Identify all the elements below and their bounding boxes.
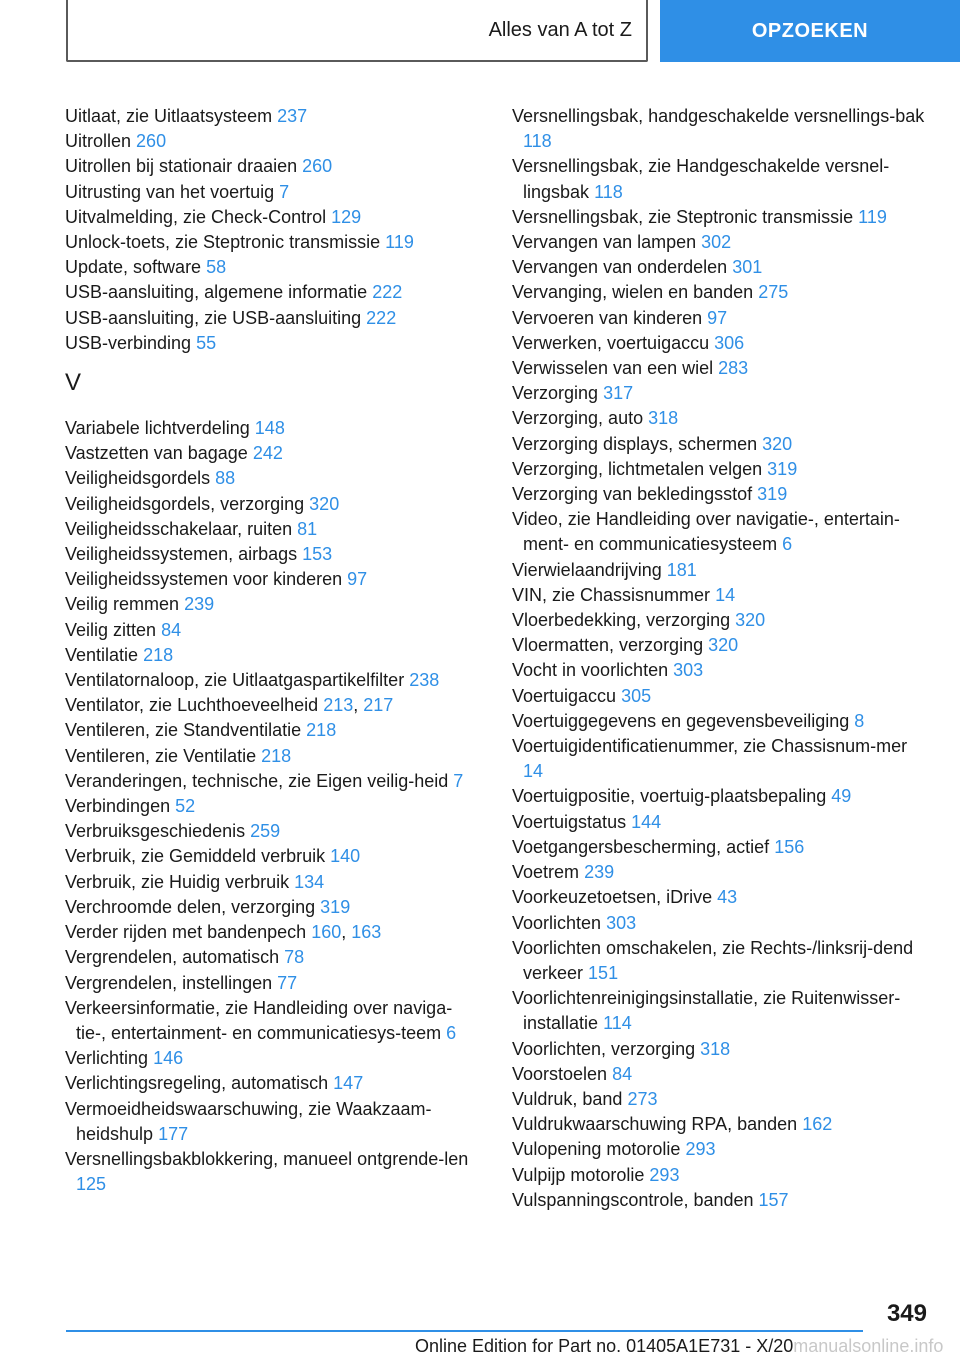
index-term: Verzorging, lichtmetalen velgen <box>512 458 763 479</box>
index-entry <box>65 129 477 154</box>
index-entry <box>65 441 477 466</box>
index-entry <box>512 230 930 255</box>
index-term: Voetgangersbescherming, actief <box>512 836 770 857</box>
page-link[interactable]: 58 <box>206 257 227 278</box>
page-link[interactable]: 320 <box>735 610 766 631</box>
page-link[interactable]: 318 <box>700 1038 731 1059</box>
index-term: Verzorging <box>512 383 599 404</box>
index-entry <box>65 592 477 617</box>
index-entry <box>512 255 930 280</box>
index-entry <box>512 658 930 683</box>
page-link[interactable]: 125 <box>76 1174 107 1195</box>
index-entry <box>512 280 930 305</box>
index-term: Verder rijden met bandenpech <box>65 922 307 943</box>
index-entry <box>65 104 477 129</box>
page-link[interactable]: 320 <box>762 433 793 454</box>
index-entry <box>65 895 477 920</box>
index-term: Voetrem <box>512 862 580 883</box>
page-link[interactable]: 302 <box>701 232 732 253</box>
index-entry <box>65 255 477 280</box>
index-entry <box>65 618 477 643</box>
index-term: Versnellingsbak, zie Steptronic transmissie <box>512 206 854 227</box>
index-entry <box>512 784 930 809</box>
index-term: Vulspanningscontrole, banden <box>512 1189 754 1210</box>
index-term: USB-aansluiting, algemene informatie <box>65 282 368 303</box>
index-term: Voorlichten omschakelen, zie Rechts-/linksrij-dend verkeer <box>512 937 914 983</box>
index-term: Vulpijp motorolie <box>512 1164 645 1185</box>
index-entry <box>512 457 930 482</box>
page-link[interactable]: 222 <box>372 282 403 303</box>
page-link[interactable]: 157 <box>758 1189 789 1210</box>
page-link[interactable]: 260 <box>302 156 333 177</box>
page-link[interactable]: 84 <box>612 1063 633 1084</box>
index-term: Ventilatornaloop, zie Uitlaatgaspartikelfilter <box>65 670 405 691</box>
page-link[interactable]: 293 <box>685 1139 716 1160</box>
page-link[interactable]: 306 <box>714 332 745 353</box>
footer-edition <box>415 1336 943 1357</box>
index-term: Unlock-toets, zie Steptronic transmissie <box>65 232 381 253</box>
index-entry <box>512 104 930 154</box>
page-link[interactable]: 6 <box>782 534 793 555</box>
index-term: Veiligheidsschakelaar, ruiten <box>65 518 293 539</box>
index-term: Voorlichten <box>512 912 602 933</box>
page-link[interactable]: 156 <box>774 836 805 857</box>
index-term: Verbindingen <box>65 796 171 817</box>
page-link[interactable]: 97 <box>707 307 728 328</box>
index-term: Vervangen van onderdelen <box>512 257 728 278</box>
index-entry <box>65 180 477 205</box>
index-term: Variabele lichtverdeling <box>65 418 250 439</box>
index-column-left <box>65 104 477 1197</box>
index-entry <box>65 230 477 255</box>
edition-text: Online Edition for Part no. 01405A1E731 - X/20 <box>415 1336 794 1356</box>
page-link[interactable]: 237 <box>277 106 308 126</box>
page-link[interactable]: 134 <box>294 871 325 892</box>
index-term: Voorlichtenreinigingsinstallatie, zie Ruitenwisser-installatie <box>512 988 901 1034</box>
index-term: Verlichting <box>65 1048 149 1069</box>
page-link[interactable]: 301 <box>732 257 763 278</box>
index-entry <box>512 734 930 784</box>
page-link[interactable]: 6 <box>446 1022 457 1043</box>
index-entry <box>512 482 930 507</box>
index-entry <box>65 1147 477 1197</box>
index-entry <box>512 154 930 204</box>
index-term: Vermoeidheidswaarschuwing, zie Waakzaam-heidshulp <box>65 1098 432 1144</box>
index-term: Vergrendelen, instellingen <box>65 972 273 993</box>
index-entry <box>65 945 477 970</box>
index-term: Veiligheidssystemen, airbags <box>65 544 298 565</box>
index-term: Veiligheidsgordels <box>65 468 211 489</box>
page-link[interactable]: 7 <box>453 770 464 791</box>
section-header <box>66 0 648 62</box>
index-entry <box>512 1137 930 1162</box>
page-link[interactable]: 146 <box>153 1048 184 1069</box>
index-term: Verbruik, zie Huidig verbruik <box>65 871 290 892</box>
index-entry <box>65 280 477 305</box>
index-column-right <box>512 104 930 1213</box>
index-term: Uitrollen bij stationair draaien <box>65 156 298 177</box>
index-entry <box>65 844 477 869</box>
index-term: Verchroomde delen, verzorging <box>65 896 316 917</box>
index-term: Verzorging displays, schermen <box>512 433 758 454</box>
index-entry <box>512 860 930 885</box>
page-link[interactable]: 218 <box>261 745 292 766</box>
index-entry <box>512 936 930 986</box>
page-link[interactable]: 318 <box>648 408 679 429</box>
page-link[interactable]: 273 <box>627 1088 658 1109</box>
page-link[interactable]: 283 <box>718 358 749 379</box>
page-link[interactable]: 14 <box>523 761 544 782</box>
index-entry <box>65 567 477 592</box>
page-link[interactable]: 242 <box>252 443 283 464</box>
index-entry <box>512 507 930 557</box>
page-link[interactable]: 213 <box>323 695 354 716</box>
index-entry <box>512 709 930 734</box>
page-link[interactable]: 163 <box>351 922 382 943</box>
page-link[interactable]: 275 <box>758 282 789 303</box>
index-entry <box>512 1062 930 1087</box>
page-link[interactable]: 319 <box>767 458 798 479</box>
index-entry <box>65 819 477 844</box>
index-term: Vuldrukwaarschuwing RPA, banden <box>512 1114 798 1135</box>
page-link[interactable]: 305 <box>621 685 652 706</box>
index-entry <box>65 1046 477 1071</box>
index-term: Uitvalmelding, zie Check-Control <box>65 206 327 227</box>
index-term: Vergrendelen, automatisch <box>65 947 280 968</box>
index-entry <box>65 744 477 769</box>
index-term: Verlichtingsregeling, automatisch <box>65 1073 329 1094</box>
index-entry <box>512 633 930 658</box>
index-entry <box>512 810 930 835</box>
index-term: Veranderingen, technische, zie Eigen veilig-heid <box>65 770 449 791</box>
lookup-tab-label: OPZOEKEN <box>751 19 869 42</box>
index-entry <box>512 331 930 356</box>
index-entry <box>65 769 477 794</box>
watermark-text: manualsonline.info <box>793 1336 944 1356</box>
index-term: Voertuiggegevens en gegevensbeveiliging <box>512 710 850 731</box>
page-link[interactable]: 55 <box>196 332 217 353</box>
index-entry <box>65 517 477 542</box>
index-term: Ventileren, zie Standventilatie <box>65 720 302 741</box>
index-term: Update, software <box>65 257 202 278</box>
page-link[interactable]: 239 <box>184 594 215 615</box>
index-entry <box>512 406 930 431</box>
page-number: 349 <box>886 1300 927 1327</box>
page-link[interactable]: 77 <box>277 972 298 993</box>
index-term: Vierwielaandrijving <box>512 559 662 580</box>
page-link[interactable]: 293 <box>649 1164 680 1185</box>
index-term: Voertuigidentificatienummer, zie Chassisnum-mer <box>512 736 908 757</box>
page-link[interactable]: 14 <box>715 584 736 605</box>
index-term: Vuldruk, band <box>512 1088 623 1109</box>
index-term: Voorlichten, verzorging <box>512 1038 696 1059</box>
page-link[interactable]: 160 <box>311 922 342 943</box>
index-term: Veiligheidssystemen voor kinderen <box>65 569 343 590</box>
index-term: Ventilatie <box>65 644 139 665</box>
page-link[interactable]: 7 <box>279 181 290 202</box>
page-link[interactable]: 259 <box>250 821 281 842</box>
page-link[interactable]: 147 <box>333 1073 364 1094</box>
index-term: Ventileren, zie Ventilatie <box>65 745 257 766</box>
index-entry <box>65 643 477 668</box>
page-link[interactable]: 81 <box>297 518 318 539</box>
index-term: Voertuigpositie, voertuig-plaatsbepaling <box>512 786 827 807</box>
index-term: Ventilator, zie Luchthoeveelheid <box>65 695 319 716</box>
page-link[interactable]: 84 <box>161 619 182 640</box>
index-entry <box>65 996 477 1046</box>
index-entry <box>65 306 477 331</box>
page-link[interactable]: 260 <box>136 131 167 152</box>
page-link[interactable]: 218 <box>306 720 337 741</box>
index-entry <box>512 306 930 331</box>
index-entry <box>65 870 477 895</box>
index-entry <box>512 356 930 381</box>
page-link[interactable]: 52 <box>175 796 196 817</box>
index-entry <box>65 718 477 743</box>
index-term: Veiligheidsgordels, verzorging <box>65 493 305 514</box>
page-link[interactable]: 181 <box>666 559 697 580</box>
index-entry <box>65 1071 477 1096</box>
index-entry <box>512 1087 930 1112</box>
page-link[interactable]: 88 <box>215 468 236 489</box>
page-link[interactable]: 320 <box>708 635 739 656</box>
index-term: Versnellingsbak, handgeschakelde versnellings-bak <box>512 106 925 126</box>
index-term: Vervangen van lampen <box>512 232 697 253</box>
page-link[interactable]: 129 <box>331 206 362 227</box>
index-term: Vocht in voorlichten <box>512 660 669 681</box>
index-term: USB-aansluiting, zie USB-aansluiting <box>65 307 362 328</box>
index-entry <box>65 1097 477 1147</box>
page-link[interactable]: 319 <box>320 896 351 917</box>
page-link[interactable]: 43 <box>717 887 738 908</box>
index-term: Vervoeren van kinderen <box>512 307 703 328</box>
index-term: USB-verbinding <box>65 332 192 353</box>
page-link[interactable]: 49 <box>831 786 852 807</box>
page-link[interactable]: 119 <box>858 206 887 227</box>
index-entry <box>512 986 930 1036</box>
page-link[interactable]: 114 <box>603 1013 632 1034</box>
index-entry <box>512 835 930 860</box>
index-entry <box>512 911 930 936</box>
page-link[interactable]: 162 <box>802 1114 833 1135</box>
page-link[interactable]: 118 <box>594 181 623 202</box>
index-term: Voertuigaccu <box>512 685 617 706</box>
page-link[interactable]: 118 <box>523 131 552 152</box>
index-term: Video, zie Handleiding over navigatie-, entertain-ment- en communicatiesysteem <box>512 509 900 555</box>
index-term: Verbruik, zie Gemiddeld verbruik <box>65 846 326 867</box>
index-term: Vloermatten, verzorging <box>512 635 704 656</box>
index-entry <box>65 331 477 356</box>
page-link[interactable]: 148 <box>254 418 285 439</box>
index-entry <box>65 542 477 567</box>
index-entry <box>65 492 477 517</box>
page-link[interactable]: 119 <box>385 232 414 253</box>
index-term: Veilig remmen <box>65 594 180 615</box>
page-link[interactable]: 238 <box>409 670 440 691</box>
index-entry <box>512 432 930 457</box>
index-entry <box>65 971 477 996</box>
index-entry <box>512 1112 930 1137</box>
page-link[interactable]: 97 <box>347 569 368 590</box>
index-term: Verwerken, voertuigaccu <box>512 332 710 353</box>
page-link[interactable]: 303 <box>673 660 704 681</box>
page-link[interactable]: 320 <box>309 493 340 514</box>
index-entry <box>512 885 930 910</box>
index-term: Versnellingsbak, zie Handgeschakelde versnel-lingsbak <box>512 156 890 202</box>
index-entry <box>512 205 930 230</box>
page-link[interactable]: 217 <box>363 695 394 716</box>
index-entry <box>512 558 930 583</box>
index-term: Vervanging, wielen en banden <box>512 282 754 303</box>
index-entry <box>512 608 930 633</box>
index-term: Voorstoelen <box>512 1063 608 1084</box>
index-entry: Verder rijden met bandenpech 160, 163 <box>65 922 382 943</box>
index-term: Verbruiksgeschiedenis <box>65 821 246 842</box>
index-term: Uitlaat, zie Uitlaatsysteem <box>65 106 273 126</box>
index-term: Vastzetten van bagage <box>65 443 248 464</box>
index-entry <box>65 154 477 179</box>
index-entry <box>512 1188 930 1213</box>
page-link[interactable]: 319 <box>757 484 788 505</box>
index-entry <box>65 668 477 693</box>
index-term: Vloerbedekking, verzorging <box>512 610 731 631</box>
footer-divider <box>66 1330 863 1332</box>
index-term: Veilig zitten <box>65 619 157 640</box>
index-entry <box>512 684 930 709</box>
index-term: VIN, zie Chassisnummer <box>512 584 711 605</box>
index-term: Verkeersinformatie, zie Handleiding over naviga-tie-, entertainment- en communicatiesys-teem <box>65 997 453 1043</box>
index-term: Verzorging, auto <box>512 408 644 429</box>
page-link[interactable]: 153 <box>302 544 333 565</box>
page-link[interactable]: 78 <box>284 947 305 968</box>
page-link[interactable]: 317 <box>603 383 634 404</box>
index-term: Vulopening motorolie <box>512 1139 681 1160</box>
page-link[interactable]: 177 <box>158 1123 189 1144</box>
index-entry <box>65 416 477 441</box>
index-term: Voertuigstatus <box>512 811 627 832</box>
page-link[interactable]: 144 <box>631 811 662 832</box>
index-entry: Ventilator, zie Luchthoeveelheid 213, 217 <box>65 695 394 716</box>
page-link[interactable]: 222 <box>366 307 397 328</box>
index-entry <box>65 466 477 491</box>
index-entry <box>65 794 477 819</box>
index-term: Uitrusting van het voertuig <box>65 181 275 202</box>
page-link[interactable]: 140 <box>330 846 361 867</box>
index-term: Verwisselen van een wiel <box>512 358 714 379</box>
page-link[interactable]: 218 <box>143 644 174 665</box>
index-term: Versnellingsbakblokkering, manueel ontgrende-len <box>65 1148 469 1169</box>
page-link[interactable]: 239 <box>584 862 615 883</box>
index-entry <box>512 1163 930 1188</box>
index-term: Voorkeuzetoetsen, iDrive <box>512 887 713 908</box>
index-entry <box>65 205 477 230</box>
index-term: Verzorging van bekledingsstof <box>512 484 753 505</box>
page-link[interactable]: 8 <box>854 710 865 731</box>
page-link[interactable]: 303 <box>606 912 637 933</box>
index-entry <box>512 381 930 406</box>
index-entry <box>512 583 930 608</box>
index-entry <box>512 1037 930 1062</box>
page-link[interactable]: 151 <box>588 962 619 983</box>
index-letter-heading: V <box>65 369 82 397</box>
lookup-tab[interactable] <box>660 0 960 62</box>
section-title: Alles van A tot Z <box>488 18 632 41</box>
index-term: Uitrollen <box>65 131 132 152</box>
